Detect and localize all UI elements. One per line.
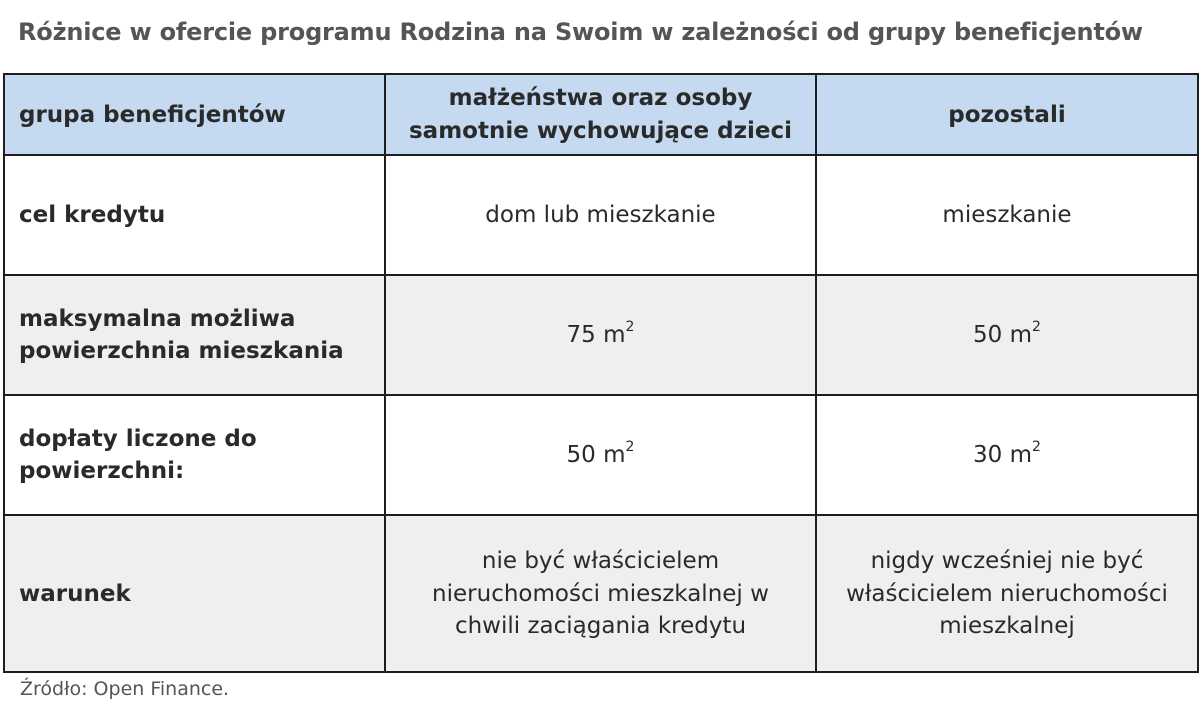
header-cell-group: grupa beneficjentów [4,74,385,155]
header-row [4,74,1198,155]
area-unit: m [1009,322,1033,349]
header-cell-others: pozostali [816,74,1198,155]
area-exponent: 2 [1032,439,1041,456]
header-cell-married: małżeństwa oraz osoby samotnie wychowujące dzieci [385,74,816,155]
cell-subsidy-area-married [385,395,816,515]
row-label-condition: warunek [4,515,385,672]
table-title: Różnice w ofercie programu Rodzina na Swoim w zależności od grupy beneficjentów [18,18,1143,46]
area-unit: m [603,442,626,469]
area-exponent: 2 [1032,319,1041,336]
cell-condition-married: nie być właścicielem nieruchomości mieszkalnej w chwili zaciągania kredytu [385,515,816,672]
table-row [4,275,1198,395]
area-exponent: 2 [625,319,635,336]
area-value: 50 [566,442,596,469]
table-row [4,155,1198,275]
area-value: 50 [973,322,1003,349]
cell-max-area-others [816,275,1198,395]
source-note: Źródło: Open Finance. [20,678,230,700]
area-value: 30 [973,442,1003,469]
table-row [4,395,1198,515]
cell-loan-purpose-others: mieszkanie [816,155,1198,275]
row-label-max-area: maksymalna możliwa powierzchnia mieszkania [4,275,385,395]
cell-loan-purpose-married: dom lub mieszkanie [385,155,816,275]
area-unit: m [1009,442,1033,469]
row-label-loan-purpose: cel kredytu [4,155,385,275]
cell-condition-others: nigdy wcześniej nie być właścicielem nieruchomości mieszkalnej [816,515,1198,672]
comparison-table [3,73,1199,673]
area-unit: m [603,322,626,349]
cell-subsidy-area-others [816,395,1198,515]
table-row [4,515,1198,672]
area-value: 75 [566,322,596,349]
row-label-subsidy-area: dopłaty liczone do powierzchni: [4,395,385,515]
cell-max-area-married [385,275,816,395]
area-exponent: 2 [625,439,635,456]
